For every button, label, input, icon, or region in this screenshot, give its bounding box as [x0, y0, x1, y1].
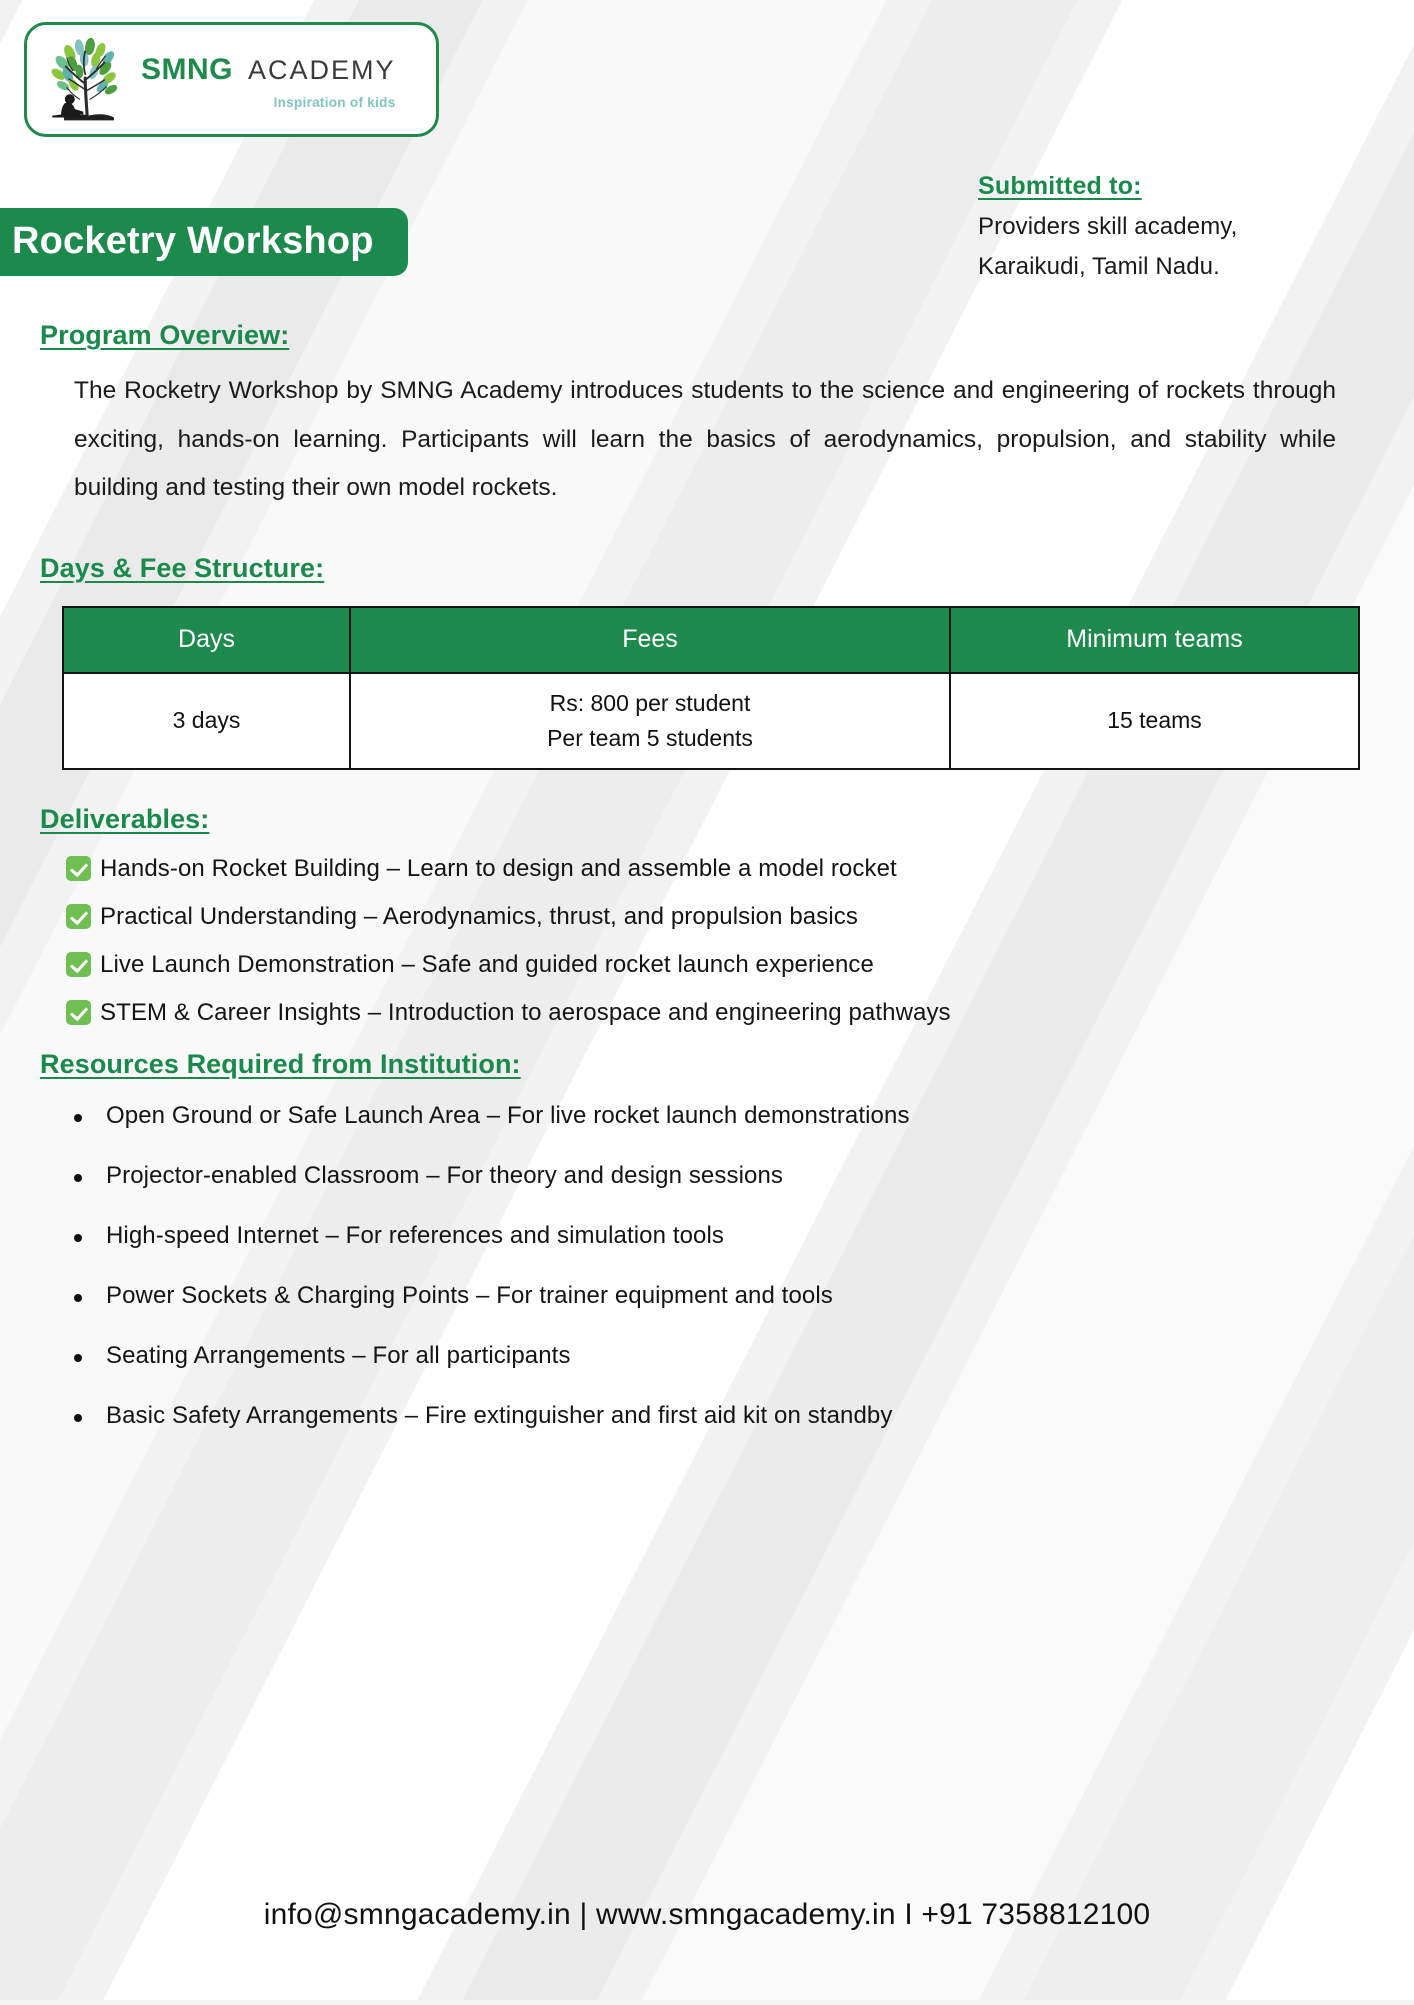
list-item: [74, 1402, 1414, 1430]
logo-brand-name: SMNG: [141, 53, 233, 86]
section-heading-program-overview: Program Overview:: [40, 320, 290, 350]
list-item: [66, 951, 1414, 979]
check-mark-icon: [66, 856, 91, 881]
list-item: [66, 855, 1414, 883]
bullet-icon: [74, 1234, 82, 1242]
deliverable-text: STEM & Career Insights – Introduction to aerospace and engineering pathways: [100, 998, 951, 1026]
table-header-row: [63, 607, 1359, 673]
check-mark-icon: [66, 1000, 91, 1025]
page-title-banner: Rocketry Workshop: [0, 208, 408, 276]
document-content: [0, 320, 1414, 1462]
logo-brand-suffix: ACADEMY: [248, 55, 396, 85]
bullet-icon: [74, 1414, 82, 1422]
resource-text: Projector-enabled Classroom – For theory and design sessions: [106, 1161, 784, 1189]
list-item: [74, 1162, 1414, 1190]
check-mark-icon: [66, 904, 91, 929]
bullet-icon: [74, 1174, 82, 1182]
table-header-days: Days: [63, 607, 350, 673]
footer-contact-line: info@smngacademy.in | www.smngacademy.in I +91 7358812100: [263, 1898, 1151, 1931]
list-item: [74, 1102, 1414, 1130]
table-cell-fees-line-1: Rs: 800 per student: [549, 690, 751, 716]
submitted-to-label: Submitted to:: [978, 172, 1142, 200]
resource-text: High-speed Internet – For references and simulation tools: [106, 1221, 725, 1249]
deliverable-text: Hands-on Rocket Building – Learn to design and assemble a model rocket: [100, 854, 897, 882]
list-item: [74, 1342, 1414, 1370]
table-row: [63, 673, 1359, 769]
submitted-to-block: [978, 172, 1338, 281]
fee-structure-table: [62, 606, 1360, 770]
logo-card: [24, 22, 439, 137]
resource-text: Open Ground or Safe Launch Area – For live rocket launch demonstrations: [106, 1101, 910, 1129]
deliverables-list: [0, 855, 1414, 1027]
section-heading-fee-structure: Days & Fee Structure:: [40, 552, 325, 583]
list-item: [66, 999, 1414, 1027]
resources-list: [0, 1102, 1414, 1430]
resource-text: Power Sockets & Charging Points – For trainer equipment and tools: [106, 1281, 833, 1309]
check-mark-icon: [66, 952, 91, 977]
bullet-icon: [74, 1354, 82, 1362]
submitted-to-line-1: Providers skill academy,: [978, 213, 1238, 240]
list-item: [66, 903, 1414, 931]
bullet-icon: [74, 1114, 82, 1122]
submitted-to-line-2: Karaikudi, Tamil Nadu.: [978, 253, 1220, 280]
logo-tagline: Inspiration of kids: [273, 95, 396, 110]
table-cell-minimum-teams: 15 teams: [950, 673, 1359, 769]
resource-text: Seating Arrangements – For all participants: [106, 1341, 571, 1369]
list-item: [74, 1222, 1414, 1250]
table-cell-days: 3 days: [63, 673, 350, 769]
table-header-minimum-teams: Minimum teams: [950, 607, 1359, 673]
program-overview-body: The Rocketry Workshop by SMNG Academy introduces students to the science and engineering of rockets through exciting, hands-on learning. Participants will learn the basics of aerodynamics, propulsion, and stability while building and testing their own model rockets.: [74, 377, 1336, 501]
deliverable-text: Live Launch Demonstration – Safe and guided rocket launch experience: [100, 950, 874, 978]
table-header-fees: Fees: [350, 607, 950, 673]
tree-logo-icon: [41, 32, 137, 128]
deliverable-text: Practical Understanding – Aerodynamics, thrust, and propulsion basics: [100, 902, 858, 930]
list-item: [74, 1282, 1414, 1310]
section-heading-resources-required: Resources Required from Institution:: [40, 1048, 521, 1079]
logo-text: [141, 49, 396, 110]
table-cell-fees: [350, 673, 950, 769]
bullet-icon: [74, 1294, 82, 1302]
table-cell-fees-line-2: Per team 5 students: [547, 724, 753, 751]
resource-text: Basic Safety Arrangements – Fire extinguisher and first aid kit on standby: [106, 1401, 893, 1429]
section-heading-deliverables: Deliverables:: [40, 803, 210, 834]
